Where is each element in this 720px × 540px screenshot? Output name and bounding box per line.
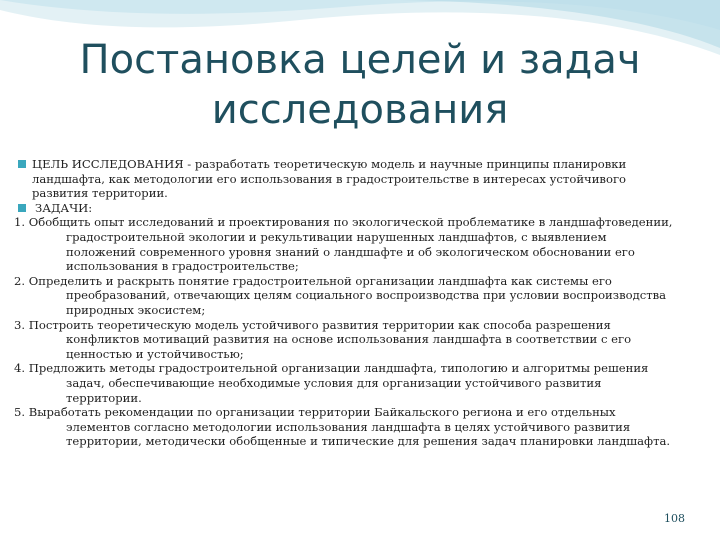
task-item: 4. Предложить методы градостроительной организации ландшафта, типологию и алгоритмы решения задач, обеспечивающие необходимые условия для организации устойчивого развития территории. [14,361,649,405]
task-item: 2. Определить и раскрыть понятие градостроительной организации ландшафта как системы его преобразований, отвечающих целям социального воспроизводства при условии воспроизводства природных экосистем; [14,273,667,317]
page-number: 108 [664,512,685,525]
task-item: 3. Построить теоретическую модель устойчивого развития территории как способа разрешения конфликтов мотиваций развития на основе использования ландшафта в соответствии с его ценностью и устойчивостью; [14,317,632,361]
goal-text: ЦЕЛЬ ИССЛЕДОВАНИЯ - разработать теоретическую модель и научные принципы планировки ландшафта, как методологии его использования в градостроительстве в интересах устойчивого развития территории. [32,157,627,201]
slide-body [14,157,678,449]
slide-title: Постановка целей и задач исследования [79,37,641,133]
tasks-heading-item [14,201,678,216]
tasks-heading: ЗАДАЧИ: [35,200,93,215]
bullet-icon [18,204,26,212]
task-item: 1. Обобщить опыт исследований и проектирования по экологической проблематике в ландшафтоведении, градостроительной экологии и рекультивации нарушенных ландшафтов, с выявлением положений современного уровня знаний о ландшафте и об экологическом обосновании его использования в градостроительстве; [14,215,673,274]
task-item: 5. Выработать рекомендации по организации территории Байкальского региона и его отдельных элементов согласно методологии использования ландшафта в целях устойчивого развития территории, методически обобщенные и типические для решения задач планировки ландшафта. [14,405,671,449]
goal-item [14,157,678,201]
bullet-icon [18,160,26,168]
